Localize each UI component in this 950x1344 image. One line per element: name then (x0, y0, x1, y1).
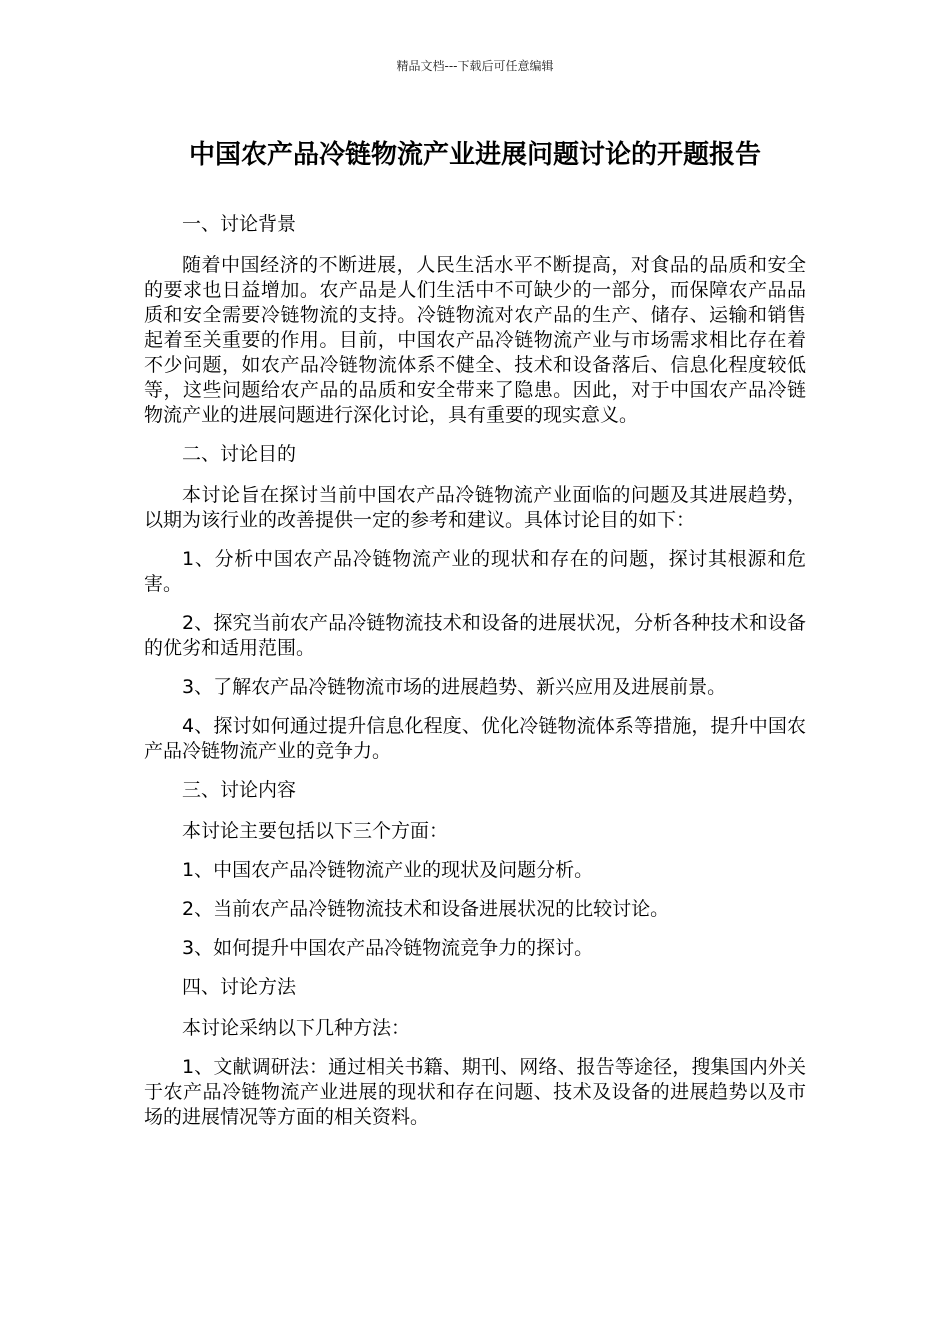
document-title: 中国农产品冷链物流产业进展问题讨论的开题报告 (188, 140, 761, 170)
paragraph-method-item-1: 1、文献调研法：通过相关书籍、期刊、网络、报告等途径，搜集国内外关于农产品冷链物流产业进展的现状和存在问题、技术及设备的进展趋势以及市场的进展情况等方面的相关资料。 (144, 1056, 806, 1128)
paragraph-method-intro: 本讨论采纳以下几种方法： (182, 1017, 411, 1039)
page-header-note: 精品文档---下载后可任意编辑 (396, 59, 554, 73)
paragraph-background: 随着中国经济的不断进展，人民生活水平不断提高，对食品的品质和安全的要求也日益增加。农产品是人们生活中不可缺少的一部分，而保障农产品品质和安全需要冷链物流的支持。冷链物流对农产品的生产、储存、运输和销售起着至关重要的作用。目前，中国农产品冷链物流产业与市场需求相比存在着不少问题，如农产品冷链物流体系不健全、技术和设备落后、信息化程度较低等，这些问题给农产品的品质和安全带来了隐患。因此，对于中国农产品冷链物流产业的进展问题进行深化讨论，具有重要的现实意义。 (144, 254, 806, 426)
section-heading-purpose: 二、讨论目的 (182, 443, 297, 465)
paragraph-purpose-item-4: 4、探讨如何通过提升信息化程度、优化冷链物流体系等措施，提升中国农产品冷链物流产业的竞争力。 (144, 715, 806, 762)
paragraph-purpose-item-2: 2、探究当前农产品冷链物流技术和设备的进展状况，分析各种技术和设备的优劣和适用范围。 (144, 612, 806, 659)
paragraph-purpose-intro: 本讨论旨在探讨当前中国农产品冷链物流产业面临的问题及其进展趋势，以期为该行业的改善提供一定的参考和建议。具体讨论目的如下： (144, 484, 806, 531)
paragraph-purpose-item-1: 1、分析中国农产品冷链物流产业的现状和存在的问题，探讨其根源和危害。 (144, 548, 806, 595)
paragraph-content-item-2: 2、当前农产品冷链物流技术和设备进展状况的比较讨论。 (182, 898, 670, 920)
document-body (144, 212, 806, 1144)
section-heading-content: 三、讨论内容 (182, 779, 297, 801)
section-heading-method: 四、讨论方法 (182, 976, 297, 998)
paragraph-purpose-item-3: 3、了解农产品冷链物流市场的进展趋势、新兴应用及进展前景。 (182, 676, 727, 698)
paragraph-content-item-3: 3、如何提升中国农产品冷链物流竞争力的探讨。 (182, 937, 594, 959)
section-heading-background: 一、讨论背景 (182, 213, 297, 235)
paragraph-content-intro: 本讨论主要包括以下三个方面： (182, 820, 449, 842)
paragraph-content-item-1: 1、中国农产品冷链物流产业的现状及问题分析。 (182, 859, 594, 881)
